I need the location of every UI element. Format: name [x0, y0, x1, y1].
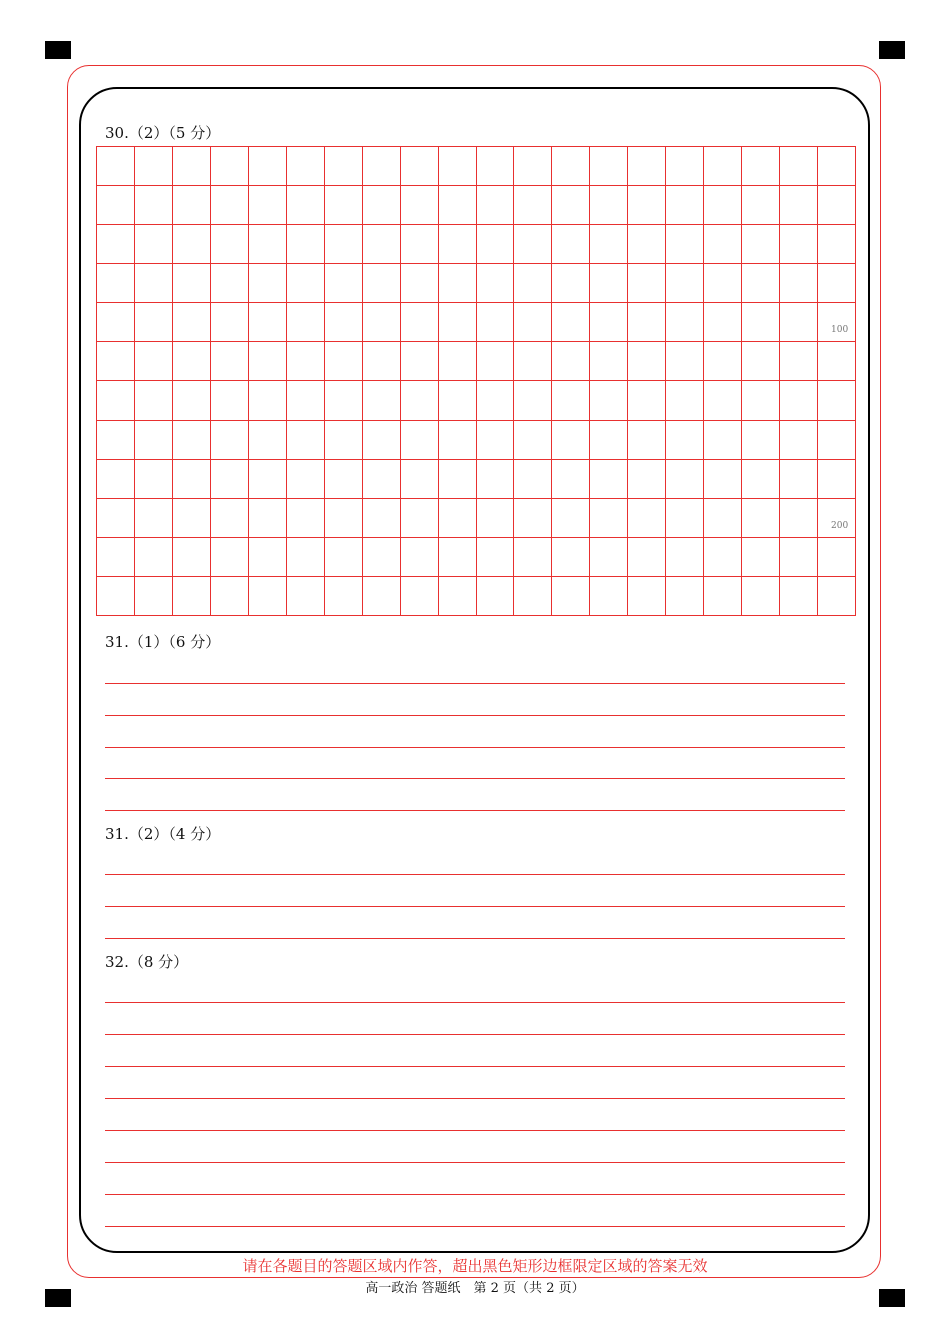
- grid-cell[interactable]: [818, 147, 856, 186]
- grid-cell[interactable]: [97, 186, 135, 225]
- answer-line[interactable]: [105, 810, 845, 811]
- grid-cell[interactable]: [135, 538, 173, 577]
- grid-cell[interactable]: [325, 147, 363, 186]
- grid-count-100: 100: [831, 325, 849, 335]
- answer-line[interactable]: [105, 906, 845, 907]
- grid-cell[interactable]: [552, 303, 590, 342]
- grid-cell[interactable]: [780, 421, 818, 460]
- grid-cell[interactable]: [514, 538, 552, 577]
- grid-cell[interactable]: [477, 225, 515, 264]
- grid-cell[interactable]: [325, 421, 363, 460]
- grid-cell[interactable]: [704, 225, 742, 264]
- grid-cell[interactable]: [287, 421, 325, 460]
- grid-cell[interactable]: [552, 342, 590, 381]
- grid-cell[interactable]: [135, 147, 173, 186]
- grid-cell[interactable]: [514, 381, 552, 420]
- grid-cell[interactable]: [742, 421, 780, 460]
- grid-cell[interactable]: [780, 225, 818, 264]
- grid-cell[interactable]: [704, 460, 742, 499]
- answer-line[interactable]: [105, 1130, 845, 1131]
- grid-cell[interactable]: [628, 577, 666, 616]
- grid-cell[interactable]: [742, 538, 780, 577]
- grid-cell[interactable]: [742, 147, 780, 186]
- grid-cell[interactable]: [401, 577, 439, 616]
- grid-cell[interactable]: [780, 381, 818, 420]
- grid-cell[interactable]: [97, 381, 135, 420]
- grid-cell[interactable]: [514, 577, 552, 616]
- grid-count-200: 200: [831, 521, 849, 531]
- grid-cell[interactable]: [135, 421, 173, 460]
- grid-cell[interactable]: [249, 264, 287, 303]
- grid-cell[interactable]: [97, 303, 135, 342]
- grid-cell[interactable]: [628, 303, 666, 342]
- grid-cell[interactable]: [439, 421, 477, 460]
- grid-cell[interactable]: [477, 421, 515, 460]
- grid-cell[interactable]: [477, 577, 515, 616]
- grid-cell[interactable]: [666, 381, 704, 420]
- grid-cell[interactable]: [590, 303, 628, 342]
- grid-cell[interactable]: [325, 577, 363, 616]
- grid-cell[interactable]: [439, 342, 477, 381]
- grid-cell[interactable]: [704, 186, 742, 225]
- grid-cell[interactable]: [249, 577, 287, 616]
- grid-cell[interactable]: [552, 577, 590, 616]
- grid-cell[interactable]: [97, 499, 135, 538]
- grid-cell[interactable]: [249, 186, 287, 225]
- grid-cell[interactable]: [401, 381, 439, 420]
- grid-cell[interactable]: [363, 421, 401, 460]
- grid-cell[interactable]: [249, 460, 287, 499]
- answer-line[interactable]: [105, 1066, 845, 1067]
- answer-line[interactable]: [105, 874, 845, 875]
- grid-cell[interactable]: [590, 342, 628, 381]
- grid-cell[interactable]: [287, 342, 325, 381]
- grid-cell[interactable]: [173, 186, 211, 225]
- grid-cell[interactable]: [628, 186, 666, 225]
- grid-cell[interactable]: [401, 538, 439, 577]
- grid-cell[interactable]: [439, 499, 477, 538]
- grid-cell[interactable]: [249, 499, 287, 538]
- grid-cell[interactable]: [704, 538, 742, 577]
- grid-cell[interactable]: [173, 303, 211, 342]
- grid-cell[interactable]: [552, 381, 590, 420]
- grid-cell[interactable]: [780, 186, 818, 225]
- grid-cell[interactable]: [211, 421, 249, 460]
- grid-cell[interactable]: [514, 147, 552, 186]
- grid-cell[interactable]: [818, 381, 856, 420]
- grid-cell[interactable]: [439, 460, 477, 499]
- grid-cell[interactable]: [552, 186, 590, 225]
- grid-cell[interactable]: [287, 381, 325, 420]
- answer-line[interactable]: [105, 747, 845, 748]
- grid-cell[interactable]: [704, 147, 742, 186]
- grid-cell[interactable]: [287, 303, 325, 342]
- grid-cell[interactable]: [514, 460, 552, 499]
- answer-line[interactable]: [105, 683, 845, 684]
- grid-cell[interactable]: [97, 264, 135, 303]
- grid-cell[interactable]: [363, 303, 401, 342]
- grid-cell[interactable]: [363, 147, 401, 186]
- grid-cell[interactable]: [363, 381, 401, 420]
- grid-cell[interactable]: [514, 499, 552, 538]
- grid-cell[interactable]: [211, 499, 249, 538]
- grid-cell[interactable]: [742, 186, 780, 225]
- grid-cell[interactable]: [173, 264, 211, 303]
- grid-cell[interactable]: [401, 264, 439, 303]
- grid-cell[interactable]: [628, 342, 666, 381]
- grid-cell[interactable]: [135, 499, 173, 538]
- grid-cell[interactable]: [325, 186, 363, 225]
- grid-cell[interactable]: [363, 577, 401, 616]
- grid-cell[interactable]: [363, 264, 401, 303]
- grid-cell[interactable]: [249, 342, 287, 381]
- grid-cell[interactable]: [666, 264, 704, 303]
- grid-cell[interactable]: [704, 421, 742, 460]
- grid-cell[interactable]: [135, 460, 173, 499]
- alignment-mark-top-left: [45, 41, 71, 59]
- grid-cell[interactable]: [628, 381, 666, 420]
- grid-cell[interactable]: [249, 147, 287, 186]
- grid-cell[interactable]: [477, 538, 515, 577]
- grid-cell[interactable]: [666, 303, 704, 342]
- grid-cell[interactable]: [514, 186, 552, 225]
- answer-line[interactable]: [105, 1098, 845, 1099]
- grid-cell[interactable]: [590, 381, 628, 420]
- grid-cell[interactable]: [628, 499, 666, 538]
- grid-cell[interactable]: [742, 225, 780, 264]
- grid-cell[interactable]: [477, 147, 515, 186]
- alignment-mark-top-right: [879, 41, 905, 59]
- grid-cell[interactable]: [325, 303, 363, 342]
- question-32-label: 32.（8 分）: [105, 953, 189, 971]
- grid-cell[interactable]: [552, 147, 590, 186]
- grid-cell[interactable]: [173, 147, 211, 186]
- grid-cell[interactable]: [666, 186, 704, 225]
- answer-line[interactable]: [105, 778, 845, 779]
- grid-cell[interactable]: [135, 381, 173, 420]
- grid-cell[interactable]: [439, 225, 477, 264]
- grid-cell[interactable]: [628, 147, 666, 186]
- grid-cell[interactable]: [401, 460, 439, 499]
- grid-cell[interactable]: [363, 342, 401, 381]
- grid-cell[interactable]: [211, 186, 249, 225]
- question-31-1-label: 31.（1）（6 分）: [105, 633, 221, 651]
- grid-cell[interactable]: [363, 460, 401, 499]
- answer-area-warning: 请在各题目的答题区域内作答，超出黑色矩形边框限定区域的答案无效: [242, 1257, 708, 1275]
- page-footer: 高一政治 答题纸 第 2 页（共 2 页）: [365, 1281, 585, 1296]
- grid-cell[interactable]: [477, 264, 515, 303]
- answer-line[interactable]: [105, 1002, 845, 1003]
- grid-cell[interactable]: [439, 577, 477, 616]
- grid-cell[interactable]: [590, 460, 628, 499]
- grid-cell[interactable]: [514, 264, 552, 303]
- grid-cell[interactable]: [401, 303, 439, 342]
- grid-cell[interactable]: [401, 225, 439, 264]
- grid-cell[interactable]: [590, 225, 628, 264]
- grid-cell[interactable]: [325, 264, 363, 303]
- grid-cell[interactable]: [135, 577, 173, 616]
- grid-cell[interactable]: [477, 499, 515, 538]
- answer-line[interactable]: [105, 938, 845, 939]
- grid-cell[interactable]: [552, 421, 590, 460]
- grid-cell[interactable]: [780, 460, 818, 499]
- grid-cell[interactable]: [477, 342, 515, 381]
- grid-cell[interactable]: [818, 538, 856, 577]
- grid-cell[interactable]: [818, 225, 856, 264]
- grid-cell[interactable]: [666, 577, 704, 616]
- grid-cell[interactable]: [704, 381, 742, 420]
- grid-cell[interactable]: [818, 421, 856, 460]
- grid-cell[interactable]: [287, 147, 325, 186]
- grid-cell[interactable]: [249, 538, 287, 577]
- grid-cell[interactable]: [211, 264, 249, 303]
- grid-cell[interactable]: [704, 264, 742, 303]
- grid-cell[interactable]: [211, 342, 249, 381]
- grid-cell[interactable]: [742, 499, 780, 538]
- grid-cell[interactable]: [173, 225, 211, 264]
- grid-cell[interactable]: [211, 381, 249, 420]
- grid-cell[interactable]: [211, 225, 249, 264]
- grid-cell[interactable]: [173, 538, 211, 577]
- grid-cell[interactable]: [780, 577, 818, 616]
- grid-cell[interactable]: [287, 186, 325, 225]
- grid-cell[interactable]: [818, 264, 856, 303]
- grid-cell[interactable]: [173, 460, 211, 499]
- grid-cell[interactable]: [514, 421, 552, 460]
- grid-cell[interactable]: [97, 342, 135, 381]
- grid-cell[interactable]: [666, 225, 704, 264]
- grid-cell[interactable]: [97, 460, 135, 499]
- grid-cell[interactable]: [287, 499, 325, 538]
- grid-cell[interactable]: [439, 303, 477, 342]
- grid-cell[interactable]: [590, 538, 628, 577]
- grid-cell[interactable]: [249, 421, 287, 460]
- grid-cell[interactable]: [401, 499, 439, 538]
- grid-cell[interactable]: [477, 460, 515, 499]
- grid-cell[interactable]: [211, 460, 249, 499]
- grid-cell[interactable]: [666, 460, 704, 499]
- grid-cell[interactable]: [628, 460, 666, 499]
- question-30-2-label: 30.（2）（5 分）: [105, 124, 221, 142]
- grid-cell[interactable]: [401, 186, 439, 225]
- grid-cell[interactable]: [628, 264, 666, 303]
- grid-cell[interactable]: [780, 147, 818, 186]
- grid-cell[interactable]: [439, 538, 477, 577]
- grid-cell[interactable]: [818, 499, 856, 538]
- grid-cell[interactable]: [439, 186, 477, 225]
- grid-cell[interactable]: [135, 342, 173, 381]
- grid-cell[interactable]: [742, 264, 780, 303]
- grid-cell[interactable]: [552, 499, 590, 538]
- grid-cell[interactable]: [477, 186, 515, 225]
- grid-cell[interactable]: [97, 147, 135, 186]
- grid-cell[interactable]: [173, 499, 211, 538]
- grid-cell[interactable]: [173, 577, 211, 616]
- answer-line[interactable]: [105, 1034, 845, 1035]
- answer-line[interactable]: [105, 1162, 845, 1163]
- grid-cell[interactable]: [514, 225, 552, 264]
- grid-cell[interactable]: [780, 303, 818, 342]
- grid-cell[interactable]: [249, 381, 287, 420]
- grid-cell[interactable]: [401, 147, 439, 186]
- grid-cell[interactable]: [666, 538, 704, 577]
- grid-cell[interactable]: [211, 303, 249, 342]
- grid-cell[interactable]: [590, 577, 628, 616]
- grid-cell[interactable]: [704, 577, 742, 616]
- grid-cell[interactable]: [97, 538, 135, 577]
- grid-cell[interactable]: [552, 538, 590, 577]
- grid-cell[interactable]: [704, 499, 742, 538]
- grid-cell[interactable]: [135, 303, 173, 342]
- grid-cell[interactable]: [325, 225, 363, 264]
- grid-cell[interactable]: [287, 538, 325, 577]
- grid-cell[interactable]: [818, 186, 856, 225]
- grid-cell[interactable]: [780, 538, 818, 577]
- grid-cell[interactable]: [363, 225, 401, 264]
- grid-cell[interactable]: [590, 186, 628, 225]
- grid-cell[interactable]: [439, 264, 477, 303]
- grid-cell[interactable]: [401, 342, 439, 381]
- grid-cell[interactable]: [742, 303, 780, 342]
- grid-cell[interactable]: [135, 186, 173, 225]
- grid-cell[interactable]: [325, 499, 363, 538]
- grid-cell[interactable]: [325, 381, 363, 420]
- grid-cell[interactable]: [590, 147, 628, 186]
- grid-cell[interactable]: [135, 225, 173, 264]
- grid-cell[interactable]: [628, 225, 666, 264]
- grid-cell[interactable]: [439, 147, 477, 186]
- grid-cell[interactable]: [666, 147, 704, 186]
- grid-cell[interactable]: [514, 342, 552, 381]
- grid-cell[interactable]: [590, 421, 628, 460]
- grid-cell[interactable]: [173, 342, 211, 381]
- grid-cell[interactable]: [401, 421, 439, 460]
- answer-line[interactable]: [105, 1226, 845, 1227]
- grid-cell[interactable]: [439, 381, 477, 420]
- grid-cell[interactable]: [211, 538, 249, 577]
- grid-cell[interactable]: [97, 421, 135, 460]
- grid-cell[interactable]: [325, 460, 363, 499]
- grid-cell[interactable]: [552, 264, 590, 303]
- grid-cell[interactable]: [666, 421, 704, 460]
- grid-cell[interactable]: [363, 499, 401, 538]
- grid-cell[interactable]: [287, 264, 325, 303]
- answer-line[interactable]: [105, 1194, 845, 1195]
- grid-cell[interactable]: [477, 303, 515, 342]
- grid-cell[interactable]: [780, 264, 818, 303]
- composition-grid[interactable]: [96, 146, 856, 616]
- grid-cell[interactable]: [666, 499, 704, 538]
- grid-cell[interactable]: [477, 381, 515, 420]
- grid-cell[interactable]: [97, 577, 135, 616]
- grid-cell[interactable]: [818, 460, 856, 499]
- grid-cell[interactable]: [628, 538, 666, 577]
- grid-cell[interactable]: [742, 577, 780, 616]
- grid-cell[interactable]: [780, 499, 818, 538]
- grid-cell[interactable]: [363, 186, 401, 225]
- grid-cell[interactable]: [552, 460, 590, 499]
- grid-cell[interactable]: [742, 342, 780, 381]
- grid-cell[interactable]: [211, 577, 249, 616]
- grid-cell[interactable]: [818, 342, 856, 381]
- grid-cell[interactable]: [211, 147, 249, 186]
- grid-cell[interactable]: [287, 460, 325, 499]
- grid-cell[interactable]: [590, 499, 628, 538]
- grid-cell[interactable]: [514, 303, 552, 342]
- grid-cell[interactable]: [704, 342, 742, 381]
- grid-cell[interactable]: [818, 303, 856, 342]
- grid-cell[interactable]: [287, 225, 325, 264]
- grid-cell[interactable]: [325, 342, 363, 381]
- question-31-2-label: 31.（2）（4 分）: [105, 825, 221, 843]
- grid-cell[interactable]: [363, 538, 401, 577]
- grid-cell[interactable]: [249, 225, 287, 264]
- grid-cell[interactable]: [173, 421, 211, 460]
- grid-cell[interactable]: [325, 538, 363, 577]
- grid-cell[interactable]: [818, 577, 856, 616]
- grid-cell[interactable]: [97, 225, 135, 264]
- grid-cell[interactable]: [628, 421, 666, 460]
- grid-cell[interactable]: [742, 460, 780, 499]
- grid-cell[interactable]: [590, 264, 628, 303]
- grid-cell[interactable]: [742, 381, 780, 420]
- grid-cell[interactable]: [780, 342, 818, 381]
- grid-cell[interactable]: [666, 342, 704, 381]
- grid-cell[interactable]: [704, 303, 742, 342]
- grid-cell[interactable]: [173, 381, 211, 420]
- answer-line[interactable]: [105, 715, 845, 716]
- grid-cell[interactable]: [249, 303, 287, 342]
- grid-cell[interactable]: [552, 225, 590, 264]
- grid-cell[interactable]: [287, 577, 325, 616]
- grid-cell[interactable]: [135, 264, 173, 303]
